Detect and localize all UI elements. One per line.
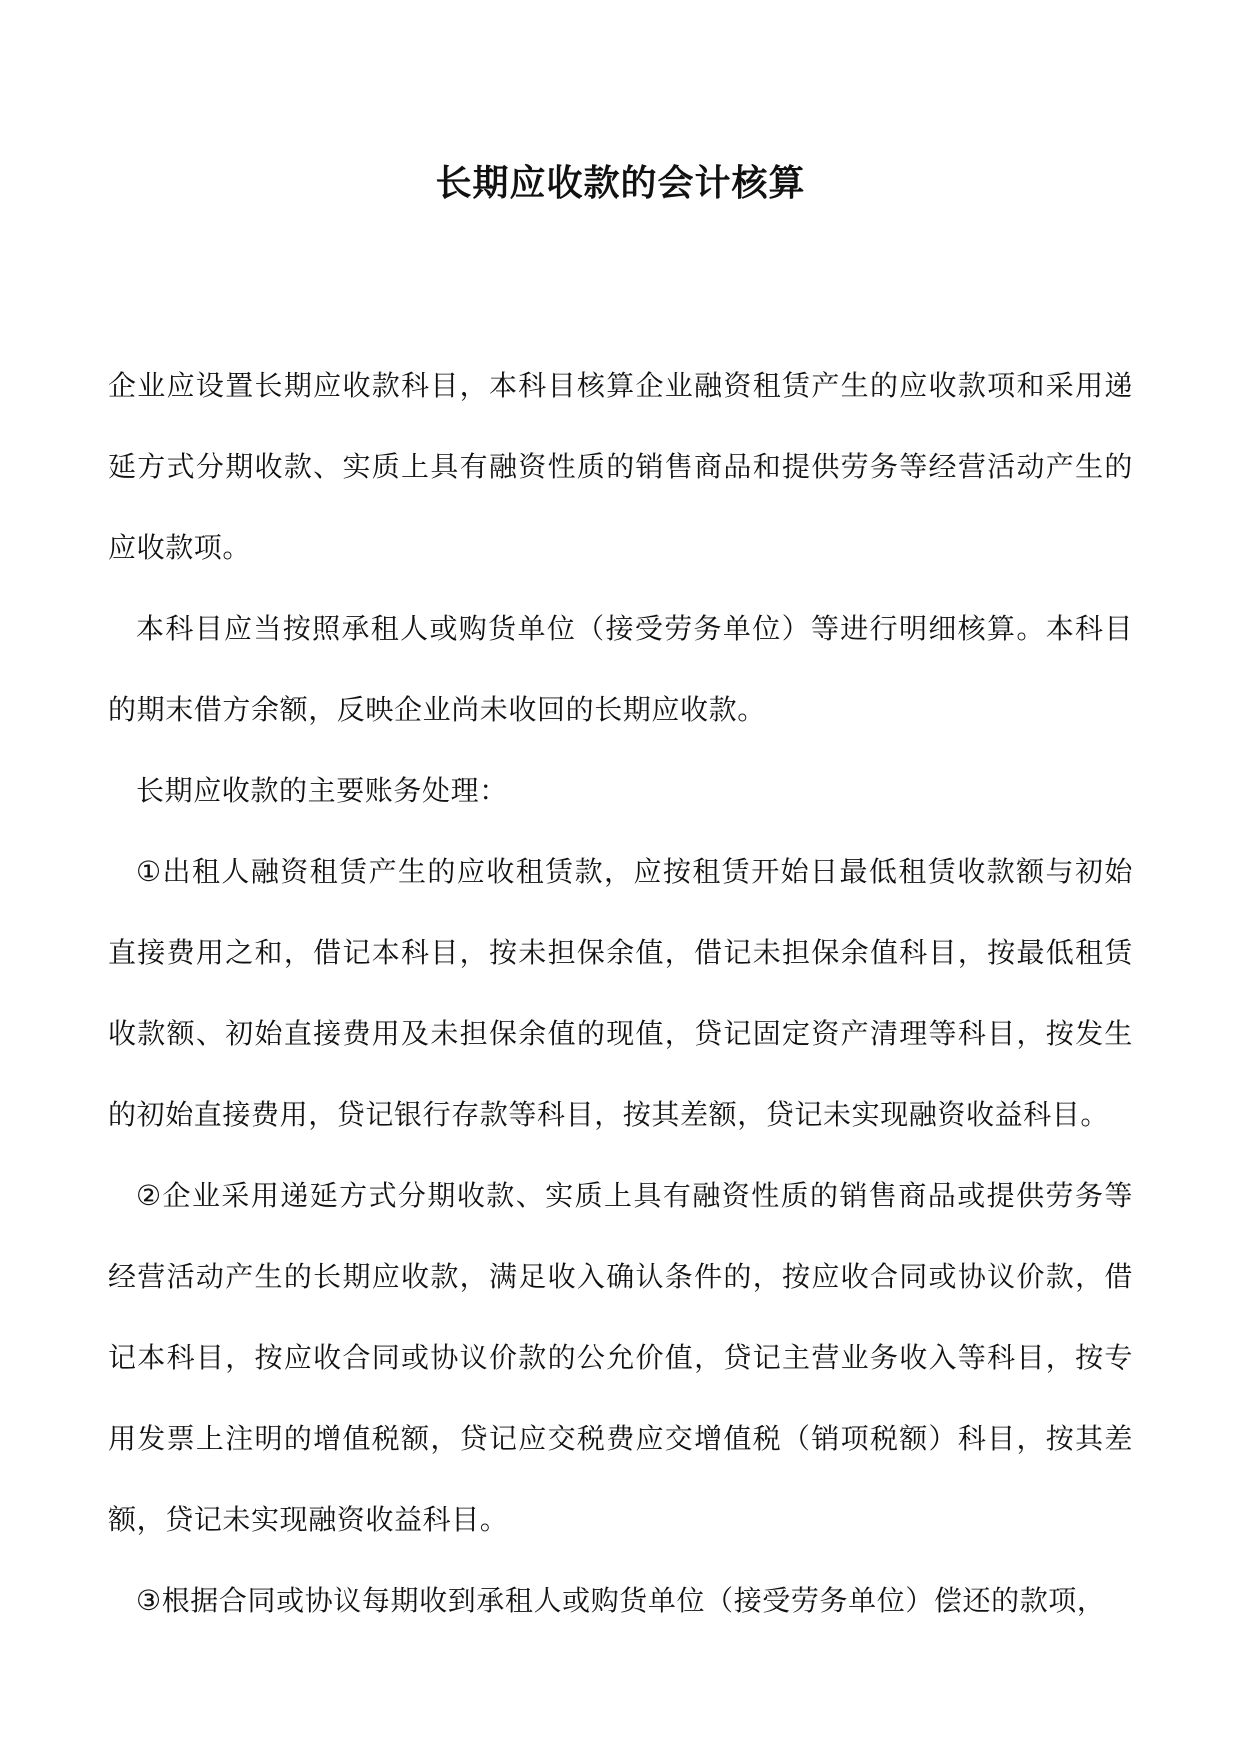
paragraph-main-treatment-heading: 长期应收款的主要账务处理：: [136, 774, 508, 807]
paragraph-item-2: ②企业采用递延方式分期收款、实质上具有融资性质的销售商品或提供劳务等经营活动产生的长期应收款，满足收入确认条件的，按应收合同或协议价款，借记本科目，按应收合同或协议价款的公允价值，贷记主营业务收入等科目，按专用发票上注明的增值税额，贷记应交税费应交增值税（销项税额）科目，按其差额，贷记未实现融资收益科目。: [108, 1179, 1133, 1536]
paragraph-intro: 企业应设置长期应收款科目，本科目核算企业融资租赁产生的应收款项和采用递延方式分期收款、实质上具有融资性质的销售商品和提供劳务等经营活动产生的应收款项。: [108, 369, 1133, 564]
document-title: 长期应收款的会计核算: [435, 163, 806, 204]
paragraph-item-1: ①出租人融资租赁产生的应收租赁款，应按租赁开始日最低租赁收款额与初始直接费用之和，借记本科目，按未担保余值，借记未担保余值科目，按最低租赁收款额、初始直接费用及未担保余值的现值，贷记固定资产清理等科目，按发生的初始直接费用，贷记银行存款等科目，按其差额，贷记未实现融资收益科目。: [108, 855, 1133, 1131]
paragraph-detail-accounting: 本科目应当按照承租人或购货单位（接受劳务单位）等进行明细核算。本科目的期末借方余额，反映企业尚未收回的长期应收款。: [108, 612, 1133, 726]
document-body: [108, 345, 1133, 1641]
paragraph-item-3: ③根据合同或协议每期收到承租人或购货单位（接受劳务单位）偿还的款项，: [136, 1584, 1106, 1617]
